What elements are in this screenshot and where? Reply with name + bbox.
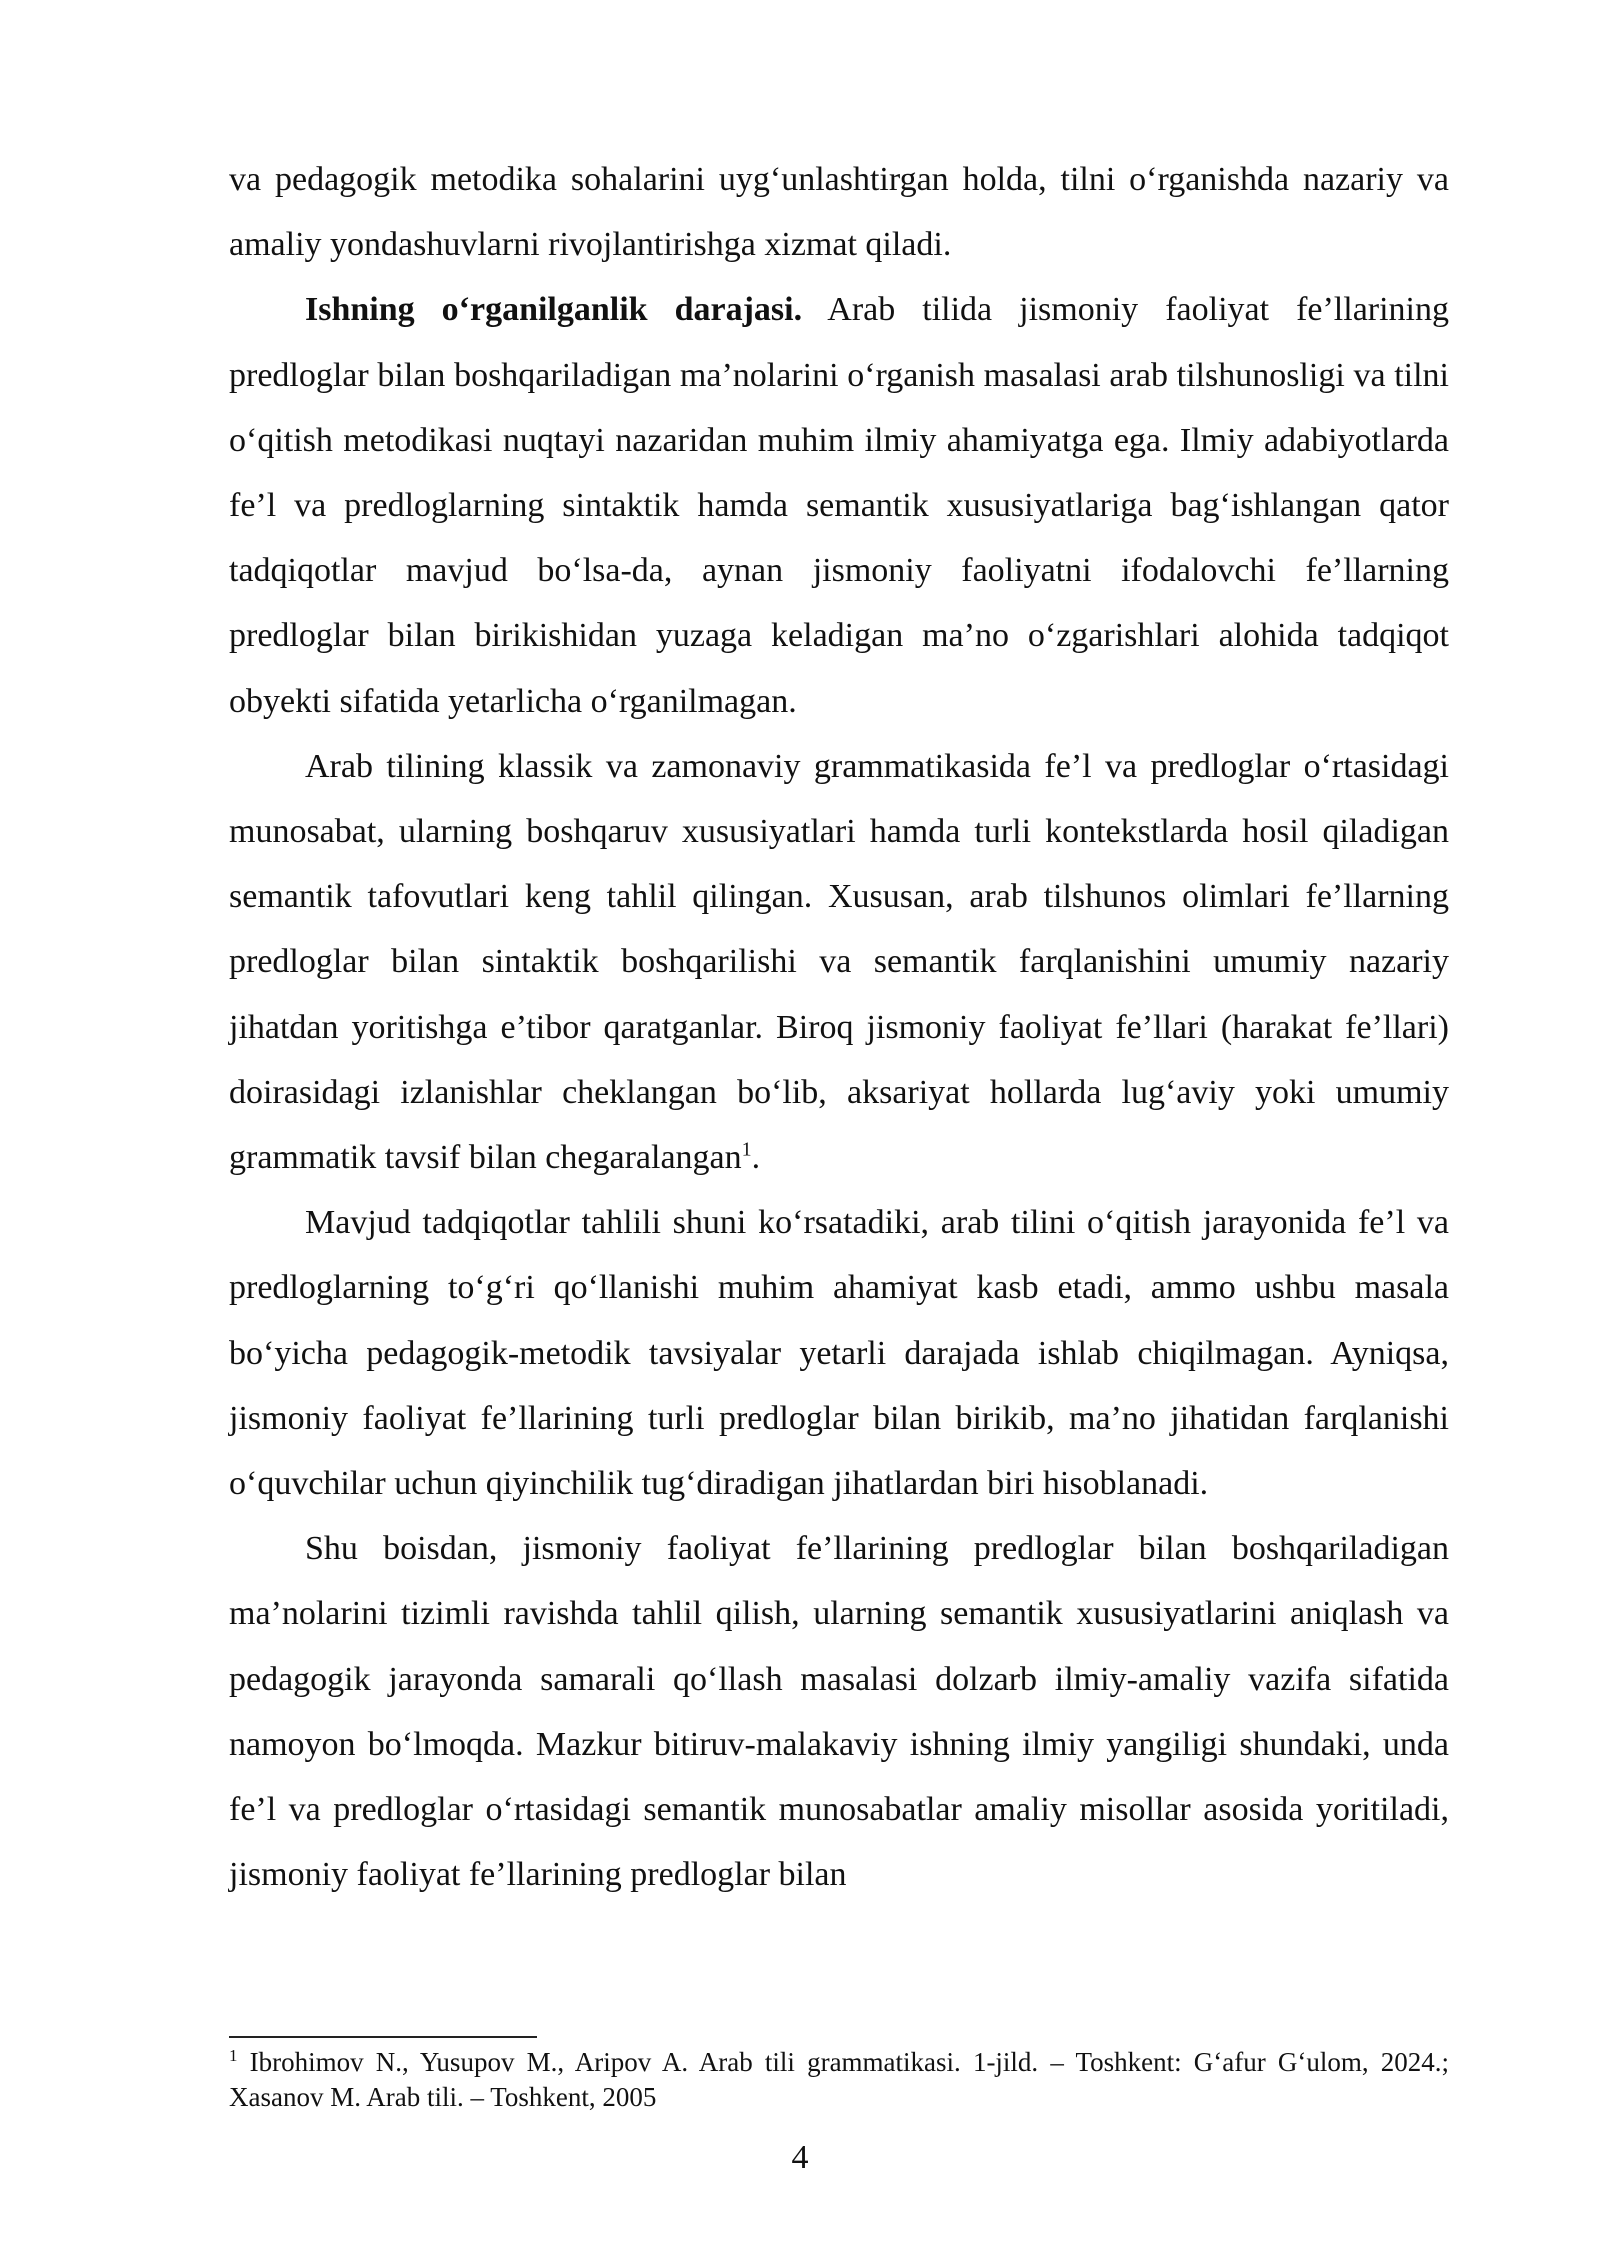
body-text <box>229 147 1449 1907</box>
footnote <box>229 2045 1449 2115</box>
paragraph-study-level <box>229 277 1449 733</box>
paragraph-continuation: va pedagogik metodika sohalarini uyg‘unlashtirgan holda, tilni o‘rganishda nazariy va amaliy yondashuvlarni rivojlantirishga xizmat qiladi. <box>229 161 1449 264</box>
paragraph-research-analysis: Mavjud tadqiqotlar tahlili shuni ko‘rsatadiki, arab tilini o‘qitish jarayonida fe’l va predloglarning to‘g‘ri qo‘llanishi muhim ahamiyat kasb etadi, ammo ushbu masala bo‘yicha pedagogik-metodik tavsiyalar yetarli darajada ishlab chiqilmagan. Ayniqsa, jismoniy faoliyat fe’llarining turli predloglar bilan birikib, ma’no jihatidan farqlanishi o‘quvchilar uchun qiyinchilik tug‘diradigan jihatlardan biri hisoblanadi. <box>229 1204 1449 1503</box>
paragraph-text: Arab tilining klassik va zamonaviy grammatikasida fe’l va predloglar o‘rtasidagi munosabat, ularning boshqaruv xususiyatlari hamda turli kontekstlarda hosil qiladigan semantik tafovutlari keng tahlil qilingan. Xususan, arab tilshunos olimlari fe’llarning predloglar bilan sintaktik boshqarilishi va semantik farqlanishini umumiy nazariy jihatdan yoritishga e’tibor qaratganlar. Biroq jismoniy faoliyat fe’llari (harakat fe’llari) doirasidagi izlanishlar cheklangan bo‘lib, aksariyat hollarda lug‘aviy yoki umumiy grammatik tavsif bilan chegaralangan <box>229 747 1449 1177</box>
paragraph-grammar-review <box>229 734 1449 1190</box>
section-lead-heading: Ishning o‘rganilganlik darajasi. <box>305 291 803 329</box>
footnote-text: Ibrohimov N., Yusupov M., Aripov A. Arab tili grammatikasi. 1-jild. – Toshkent: G‘afur G‘ulom, 2024.; Xasanov M. Arab tili. – Toshkent, 2005 <box>229 2047 1449 2112</box>
footnote-separator <box>229 2036 537 2038</box>
paragraph-end-punctuation: . <box>751 1139 761 1177</box>
page-number: 4 <box>791 2139 809 2176</box>
paragraph-text: Arab tilida jismoniy faoliyat fe’llarining predloglar bilan boshqariladigan ma’nolarini o‘rganish masalasi arab tilshunosligi va tilni o‘qitish metodikasi nuqtayi nazaridan muhim ilmiy ahamiyatga ega. Ilmiy adabiyotlarda fe’l va predloglarning sintaktik hamda semantik xususiyatlariga bag‘ishlangan qator tadqiqotlar mavjud bo‘lsa-da, aynan jismoniy faoliyatni ifodalovchi fe’llarning predloglar bilan birikishidan yuzaga keladigan ma’no o‘zgarishlari alohida tadqiqot obyekti sifatida yetarlicha o‘rganilmagan. <box>229 291 1450 720</box>
footnote-marker: 1 <box>229 2046 238 2065</box>
paragraph-relevance: Shu boisdan, jismoniy faoliyat fe’llarining predloglar bilan boshqariladigan ma’nolarini tizimli ravishda tahlil qilish, ularning semantik xususiyatlarini aniqlash va pedagogik jarayonda samarali qo‘llash masalasi dolzarb ilmiy-amaliy vazifa sifatida namoyon bo‘lmoqda. Mazkur bitiruv-malakaviy ishning ilmiy yangiligi shundaki, unda fe’l va predloglar o‘rtasidagi semantik munosabatlar amaliy misollar asosida yoritiladi, jismoniy faoliyat fe’llarining predloglar bilan <box>229 1530 1449 1894</box>
footnote-reference[interactable]: 1 <box>741 1138 752 1161</box>
